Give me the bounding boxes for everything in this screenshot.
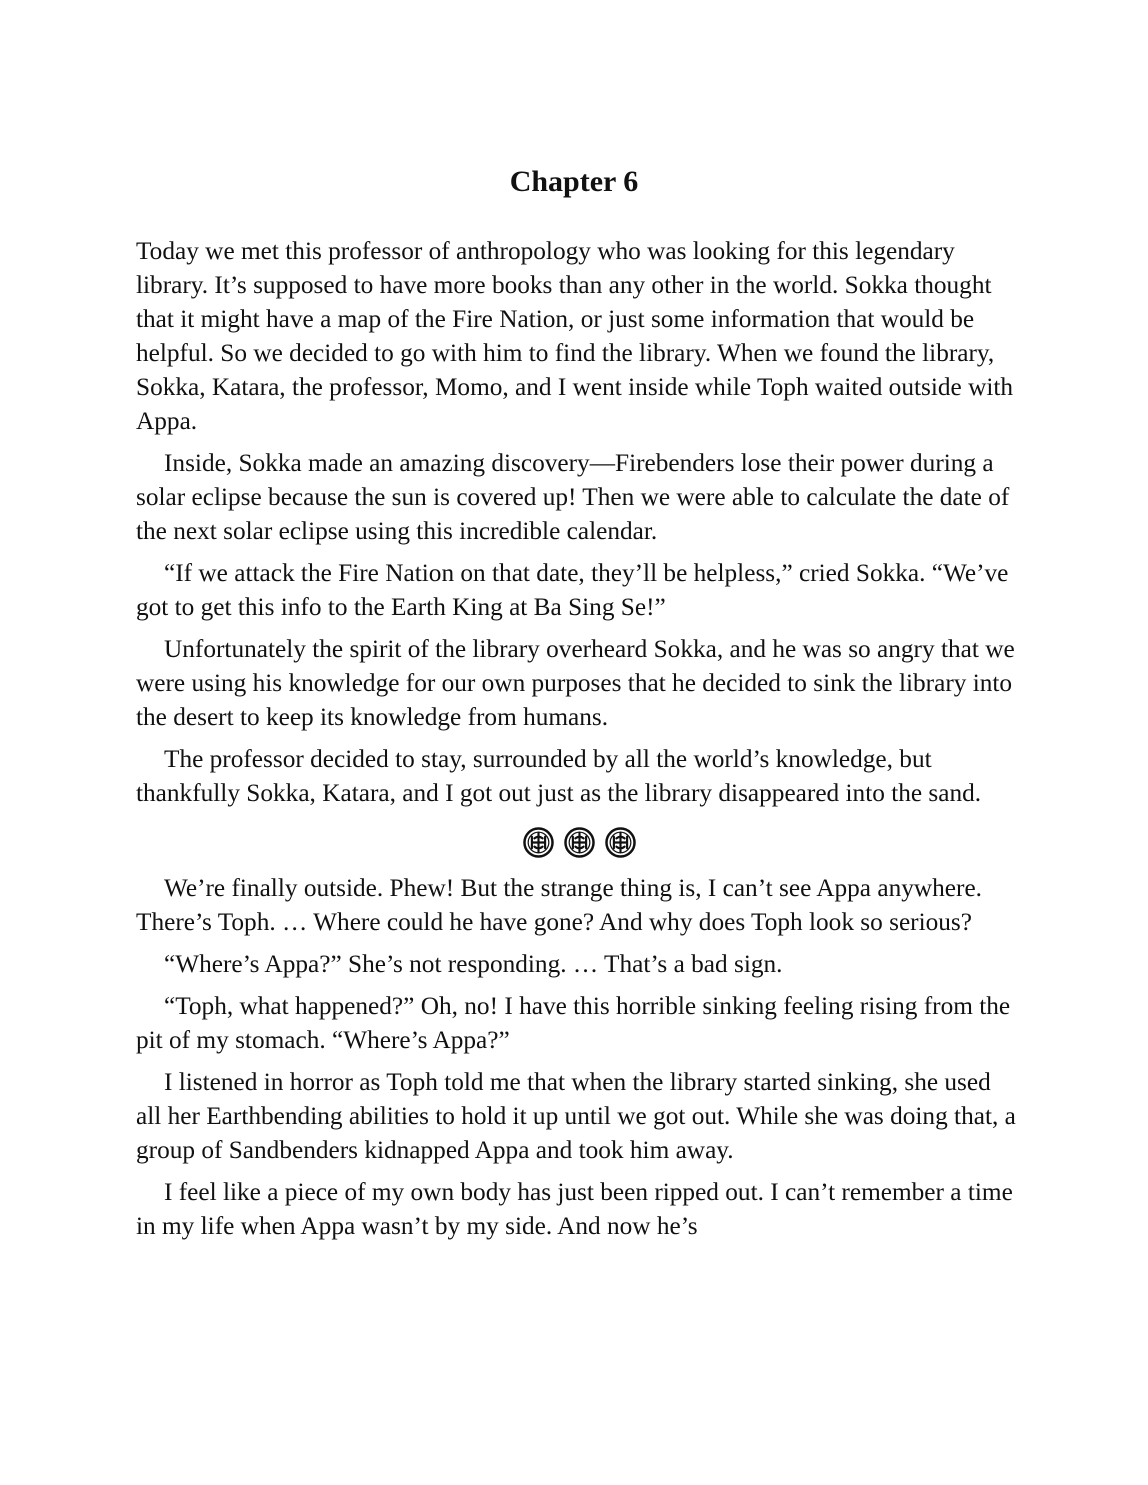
chapter-title: Chapter 6 — [509, 165, 639, 198]
paragraph: “If we attack the Fire Nation on that date, they’ll be helpless,” cried Sokka. “We’ve got to get this info to the Earth King at Ba Sing Se!” — [136, 559, 1009, 621]
paragraph: Unfortunately the spirit of the library overheard Sokka, and he was so angry that we were using his knowledge for our own purposes that he decided to sink the library into the desert to keep its knowledge from humans. — [136, 635, 1015, 731]
paragraph: “Toph, what happened?” Oh, no! I have this horrible sinking feeling rising from the pit of my stomach. “Where’s Appa?” — [136, 992, 1011, 1054]
paragraph: Today we met this professor of anthropology who was looking for this legendary library. It’s supposed to have more books than any other in the world. Sokka thought that it might have a map of the Fire Nation, or just some information that would be helpful. So we decided to go with him to find the library. When we found the library, Sokka, Katara, the professor, Momo, and I went inside while Toph waited outside with Appa. — [136, 237, 1014, 435]
paragraph: The professor decided to stay, surrounded by all the world’s knowledge, but thankfully Sokka, Katara, and I got out just as the library disappeared into the sand. — [136, 745, 982, 807]
chapter-body — [136, 234, 1016, 1251]
paragraph: “Where’s Appa?” She’s not responding. … That’s a bad sign. — [164, 950, 783, 978]
air-nomad-emblem-icon — [604, 826, 637, 859]
paragraph: We’re finally outside. Phew! But the strange thing is, I can’t see Appa anywhere. There’s Toph. … Where could he have gone? And why does Toph look so serious? — [136, 874, 983, 936]
air-nomad-emblem-icon — [563, 826, 596, 859]
paragraph: Inside, Sokka made an amazing discovery—Firebenders lose their power during a solar eclipse because the sun is covered up! Then we were able to calculate the date of the next solar eclipse using this incredible calendar. — [136, 449, 1010, 545]
section-break — [136, 826, 1016, 859]
paragraph: I listened in horror as Toph told me that when the library started sinking, she used all her Earthbending abilities to hold it up until we got out. While she was doing that, a group of Sandbenders kidnapped Appa and took him away. — [136, 1068, 1016, 1164]
paragraph: I feel like a piece of my own body has just been ripped out. I can’t remember a time in my life when Appa wasn’t by my side. And now he’s — [136, 1178, 1013, 1240]
air-nomad-emblem-icon — [522, 826, 555, 859]
